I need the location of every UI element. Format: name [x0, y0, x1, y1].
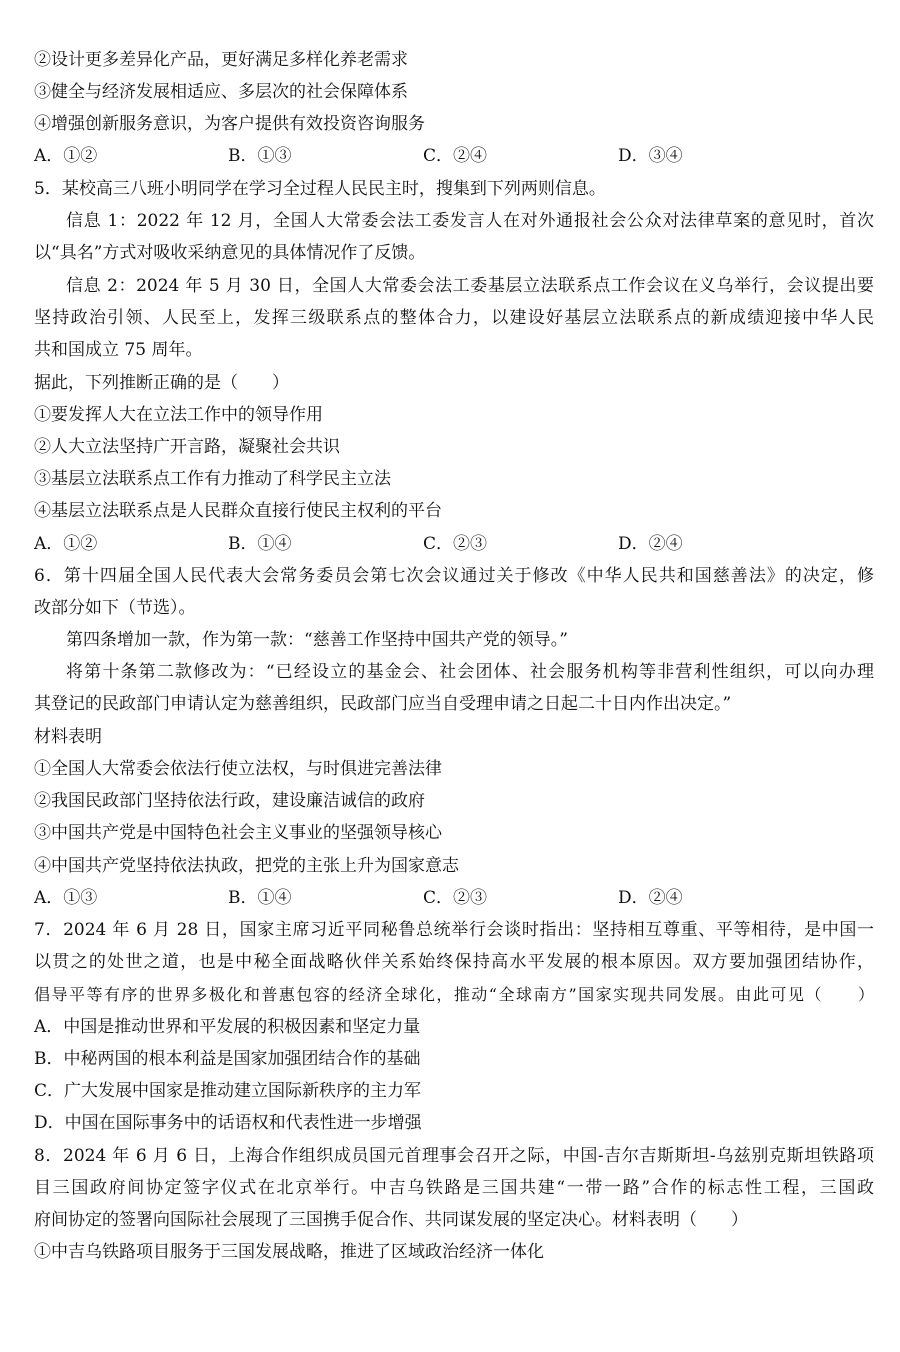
q4-item-4: ④增强创新服务意识，为客户提供有效投资咨询服务 — [34, 114, 425, 134]
q6-quote2-line1: 将第十条第二款修改为：“已经设立的基金会、社会团体、社会服务机构等非营利性组织，可以向办理 — [66, 662, 874, 682]
q5-option-b[interactable]: B．①④ — [228, 534, 292, 554]
q5-info1-line2: 以“具名”方式对吸收采纳意见的具体情况作了反馈。 — [34, 243, 426, 263]
q7-stem-line2: 以贯之的处世之道，也是中秘全面战略伙伴关系始终保持高水平发展的根本原因。双方要加强团结协作， — [34, 952, 874, 972]
q5-item-1: ①要发挥人大在立法工作中的领导作用 — [34, 405, 323, 425]
q5-item-3: ③基层立法联系点工作有力推动了科学民主立法 — [34, 469, 391, 489]
q6-item-1: ①全国人大常委会依法行使立法权，与时俱进完善法律 — [34, 759, 442, 779]
q6-quote2-line2: 其登记的民政部门申请认定为慈善组织，民政部门应当自受理申请之日起二十日内作出决定。” — [34, 694, 732, 714]
q5-info2-line2: 坚持政治引领、人民至上，发挥三级联系点的整体合力，以建设好基层立法联系点的新成绩迎接中华人民 — [34, 308, 874, 328]
q4-item-3: ③健全与经济发展相适应、多层次的社会保障体系 — [34, 82, 408, 102]
q6-option-b[interactable]: B．①④ — [228, 888, 292, 908]
q6-stem-line2: 改部分如下（节选）。 — [34, 598, 196, 618]
q6-quote1: 第四条增加一款，作为第一款：“慈善工作坚持中国共产党的领导。” — [66, 630, 568, 650]
q4-option-c[interactable]: C．②④ — [423, 146, 488, 166]
q6-item-2: ②我国民政部门坚持依法行政，建设廉洁诚信的政府 — [34, 791, 425, 811]
q6-stem-line1: 6．第十四届全国人民代表大会常务委员会第七次会议通过关于修改《中华人民共和国慈善法》的决定，修 — [34, 566, 874, 586]
q6-option-c[interactable]: C．②③ — [423, 888, 488, 908]
q8-stem-line1: 8．2024 年 6 月 6 日，上海合作组织成员国元首理事会召开之际，中国-吉尔吉斯斯坦-乌兹别克斯坦铁路项 — [34, 1146, 874, 1166]
q5-option-d[interactable]: D．②④ — [618, 534, 683, 554]
q4-option-a[interactable]: A．①② — [34, 146, 98, 166]
q4-option-d[interactable]: D．③④ — [618, 146, 683, 166]
q5-stem: 5．某校高三八班小明同学在学习全过程人民民主时，搜集到下列两则信息。 — [34, 179, 606, 199]
q4-option-b[interactable]: B．①③ — [228, 146, 292, 166]
q5-question: 据此，下列推断正确的是（ ） — [34, 373, 289, 393]
q7-option-d[interactable]: D．中国在国际事务中的话语权和代表性进一步增强 — [34, 1113, 422, 1133]
q6-option-d[interactable]: D．②④ — [618, 888, 683, 908]
q5-option-c[interactable]: C．②③ — [423, 534, 488, 554]
q5-item-2: ②人大立法坚持广开言路，凝聚社会共识 — [34, 437, 340, 457]
q4-item-2: ②设计更多差异化产品，更好满足多样化养老需求 — [34, 50, 408, 70]
q6-question: 材料表明 — [34, 727, 102, 747]
q5-info1-line1: 信息 1：2022 年 12 月，全国人大常委会法工委发言人在对外通报社会公众对法律草案的意见时，首次 — [66, 211, 874, 231]
q6-item-3: ③中国共产党是中国特色社会主义事业的坚强领导核心 — [34, 823, 442, 843]
q7-stem-line3: 倡导平等有序的世界多极化和普惠包容的经济全球化，推动“全球南方”国家实现共同发展。由此可见（ ） — [34, 985, 874, 1004]
q5-info2-line1: 信息 2：2024 年 5 月 30 日，全国人大常委会法工委基层立法联系点工作会议在义乌举行，会议提出要 — [66, 276, 874, 296]
q8-item-1: ①中吉乌铁路项目服务于三国发展战略，推进了区域政治经济一体化 — [34, 1242, 544, 1262]
q7-option-b[interactable]: B．中秘两国的根本利益是国家加强团结合作的基础 — [34, 1049, 421, 1069]
q5-option-a[interactable]: A．①② — [34, 534, 98, 554]
q8-stem-line3: 府间协定的签署向国际社会展现了三国携手促合作、共同谋发展的坚定决心。材料表明（ ） — [34, 1210, 748, 1230]
q8-stem-line2: 目三国政府间协定签字仪式在北京举行。中吉乌铁路是三国共建“一带一路”合作的标志性工程，三国政 — [34, 1178, 874, 1198]
q7-option-c[interactable]: C．广大发展中国家是推动建立国际新秩序的主力军 — [34, 1081, 422, 1101]
q5-info2-line3: 共和国成立 75 周年。 — [34, 340, 203, 360]
q6-option-a[interactable]: A．①③ — [34, 888, 98, 908]
q5-item-4: ④基层立法联系点是人民群众直接行使民主权利的平台 — [34, 501, 442, 521]
q7-stem-line1: 7．2024 年 6 月 28 日，国家主席习近平同秘鲁总统举行会谈时指出：坚持相互尊重、平等相待，是中国一 — [34, 920, 874, 940]
q6-item-4: ④中国共产党坚持依法执政，把党的主张上升为国家意志 — [34, 856, 459, 876]
q7-option-a[interactable]: A．中国是推动世界和平发展的积极因素和坚定力量 — [34, 1017, 421, 1037]
